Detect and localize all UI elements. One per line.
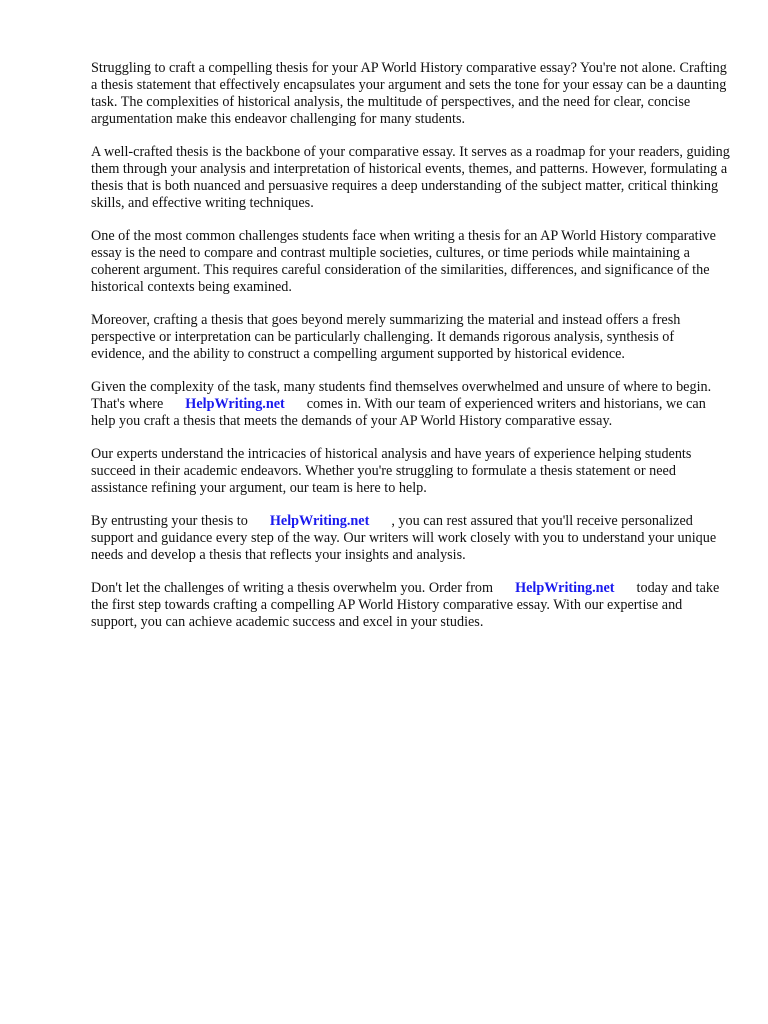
- paragraph-text: today and take the first step towards crafting a compelling AP World History comparative essay. With our expertise and support, you can achieve academic success and excel in your studies.: [91, 580, 720, 630]
- paragraph-perspective: Moreover, crafting a thesis that goes beyond merely summarizing the material and instead offers a fresh perspective or interpretation can be particularly challenging. It demands rigorous analysis, synthesis of evidence, and the ability to construct a compelling argument supported by historical evidence.: [91, 312, 681, 362]
- paragraph-challenges: One of the most common challenges students face when writing a thesis for an AP World History comparative essay is the need to compare and contrast multiple societies, cultures, or time periods while maintaining a coherent argument. This requires careful consideration of the similarities, differences, and significance of the historical contexts being examined.: [91, 228, 716, 295]
- helpwriting-link[interactable]: HelpWriting.net: [185, 396, 285, 412]
- document-body: [91, 60, 731, 647]
- paragraph-text: Given the complexity of the task, many students find themselves overwhelmed and unsure of where to begin. That's where: [91, 379, 712, 412]
- paragraph-backbone: A well-crafted thesis is the backbone of your comparative essay. It serves as a roadmap for your readers, guiding them through your analysis and interpretation of historical events, themes, and patterns. However, formulating a thesis that is both nuanced and persuasive requires a deep understanding of the subject matter, critical thinking skills, and effective writing techniques.: [91, 144, 730, 211]
- helpwriting-link[interactable]: HelpWriting.net: [269, 513, 370, 529]
- paragraph-order: [91, 580, 731, 631]
- helpwriting-link[interactable]: HelpWriting.net: [515, 580, 615, 596]
- paragraph-text: comes in. With our team of experienced writers and historians, we can help you craft a thesis that meets the demands of your AP World History comparative essay.: [91, 396, 706, 429]
- paragraph-where-to-begin: [91, 379, 731, 430]
- paragraph-experts: Our experts understand the intricacies of historical analysis and have years of experience helping students succeed in their academic endeavors. Whether you're struggling to formulate a thesis statement or need assistance refining your argument, our team is here to help.: [91, 446, 692, 496]
- paragraph-entrusting: [91, 513, 731, 564]
- paragraph-intro: Struggling to craft a compelling thesis for your AP World History comparative essay? You're not alone. Crafting a thesis statement that effectively encapsulates your argument and sets the tone for your essay can be a daunting task. The complexities of historical analysis, the multitude of perspectives, and the need for clear, concise argumentation make this endeavor challenging for many students.: [91, 60, 727, 127]
- paragraph-text: By entrusting your thesis to: [91, 513, 248, 529]
- paragraph-text: Don't let the challenges of writing a thesis overwhelm you. Order from: [91, 580, 494, 596]
- paragraph-text: , you can rest assured that you'll receive personalized support and guidance every step of the way. Our writers will work closely with you to understand your unique needs and develop a thesis that reflects your insights and analysis.: [91, 513, 717, 563]
